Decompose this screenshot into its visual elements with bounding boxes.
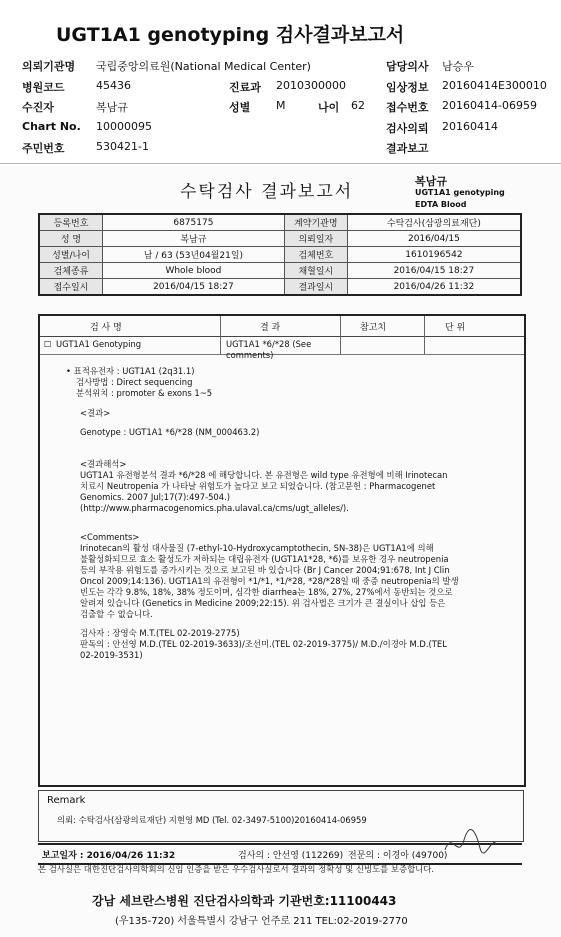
label-clinical-info: 임상정보 — [386, 81, 429, 94]
info-value: 2016/04/15 — [347, 231, 521, 247]
scan-title: 수탁검사 결과보고서 — [180, 182, 354, 202]
detail-line: • 표적유전자 : UGT1A1 (2q31.1) — [66, 366, 195, 376]
result-box — [38, 314, 526, 787]
col-unit: 단 위 — [445, 323, 466, 333]
info-row — [39, 214, 521, 231]
label-patient: 수진자 — [22, 101, 54, 114]
value-hospital-code: 45436 — [96, 79, 131, 92]
detail-line: <Comments> — [80, 532, 140, 542]
value-doctor: 남승우 — [442, 60, 474, 73]
value-department: 2010300000 — [276, 79, 346, 92]
stamp-test: UGT1A1 genotyping — [415, 188, 505, 197]
detail-line: <결과> — [80, 408, 111, 418]
remark-text: 의뢰: 수탁검사(삼광의료재단) 지현영 MD (Tel. 02-3497-5100)20160414-06959 — [57, 815, 367, 825]
detail-line: <결과해석> — [80, 459, 127, 469]
specialist: 전문의 : 이경아 (49700) — [348, 851, 448, 861]
info-row — [39, 263, 521, 279]
info-key: 검체번호 — [284, 247, 347, 263]
detail-line: 검사자 : 장영숙 M.T.(TEL 02-2019-2775) — [80, 628, 240, 638]
detail-line: Oncol 2009;14:136). UGT1A1의 유전형이 *1/*1, *1/*28, *28/*28일 때 중증 neutropenia의 발생 — [80, 576, 459, 586]
result-test-name: UGT1A1 Genotyping — [56, 339, 142, 349]
label-test-request: 검사의뢰 — [386, 122, 429, 135]
detail-line: 알려져 있습니다 (Genetics in Medicine 2009;22:15). 위 검사법은 크기가 큰 결실이나 삽입 등은 — [80, 598, 446, 608]
value-patient: 복남규 — [96, 101, 128, 114]
report-title: UGT1A1 genotyping 검사결과보고서 — [56, 24, 405, 46]
signature-icon — [440, 826, 500, 862]
label-receipt-number: 접수번호 — [386, 101, 429, 114]
detail-line: 검출할 수 없습니다. — [80, 609, 153, 619]
detail-line: 02-2019-3531) — [80, 650, 143, 660]
label-result-report: 결과보고 — [386, 142, 429, 155]
detail-line: (http://www.pharmacogenomics.pha.ulaval.ca/cms/ugt_alleles/). — [80, 503, 349, 513]
stamp-specimen: EDTA Blood — [415, 200, 467, 209]
detail-line: 치료시 Neutropenia 가 나타날 위험도가 높다고 보고 되었습니다. (참고문헌 : Pharmacogenet — [80, 481, 436, 491]
value-clinical-info: 20160414E300010 — [442, 79, 547, 92]
info-value: 2016/04/26 11:32 — [347, 279, 521, 296]
label-age: 나이 — [318, 101, 340, 114]
info-key: 접수일시 — [39, 279, 103, 296]
col-divider — [220, 316, 221, 354]
result-header — [40, 316, 524, 337]
detail-line: Genotype : UGT1A1 *6/*28 (NM_000463.2) — [80, 427, 260, 437]
info-value: 남 / 63 (53년04월21일) — [103, 247, 285, 263]
detail-line: 검사방법 : Direct sequencing — [76, 377, 193, 387]
label-doctor: 담당의사 — [386, 60, 429, 73]
value-age: 62 — [351, 99, 365, 112]
result-checkbox: ☐ — [44, 339, 52, 349]
patient-info-table — [38, 213, 522, 296]
col-result: 결 과 — [260, 323, 281, 333]
label-department: 진료과 — [229, 81, 261, 94]
info-key: 계약기관명 — [284, 214, 347, 231]
detail-line: 등의 부작용 위험도를 증가시키는 것으로 보고된 바 있습니다 (Br J Cancer 2004;91:678, Int J Clin — [80, 565, 450, 575]
detail-line: Genomics. 2007 Jul;17(7):497-504.) — [80, 492, 231, 502]
info-value: 2016/04/15 18:27 — [103, 279, 285, 296]
label-resident-number: 주민번호 — [22, 142, 65, 155]
lab-name: 강남 세브란스병원 진단검사의학과 기관번호:11100443 — [92, 894, 397, 908]
col-divider — [424, 316, 425, 354]
info-value: 복남규 — [103, 231, 285, 247]
label-hospital-code: 병원코드 — [22, 81, 65, 94]
info-row — [39, 231, 521, 247]
info-row — [39, 247, 521, 263]
header-divider — [0, 163, 561, 164]
col-reference: 참고치 — [360, 323, 387, 333]
label-chart-no: Chart No. — [22, 120, 81, 133]
value-sex: M — [276, 99, 286, 112]
info-key: 성별/나이 — [39, 247, 103, 263]
label-sex: 성별 — [229, 101, 251, 114]
remark-label: Remark — [47, 795, 86, 806]
info-value: 1610196542 — [347, 247, 521, 263]
info-key: 의뢰일자 — [284, 231, 347, 247]
value-requesting-institution: 국립중앙의료원(National Medical Center) — [96, 60, 311, 73]
info-key: 검체종류 — [39, 263, 103, 279]
value-receipt-number: 20160414-06959 — [442, 99, 537, 112]
detail-line: 빈도는 각각 9.8%, 18%, 38% 정도이며, 심각한 diarrhea는 18%, 27%, 27%에서 동반되는 것으로 — [80, 587, 453, 597]
info-value: 2016/04/15 18:27 — [347, 263, 521, 279]
value-test-request: 20160414 — [442, 120, 498, 133]
info-value: 수탁검사(삼광의료재단) — [347, 214, 521, 231]
value-resident-number: 530421-1 — [96, 140, 149, 153]
stamp-name: 복남규 — [415, 175, 447, 188]
detail-line: 판독의 : 안선영 M.D.(TEL 02-2019-3633)/조선미.(TEL 02-2019-3775)/ M.D./이경아 M.D.(TEL — [80, 639, 447, 649]
info-value: Whole blood — [103, 263, 285, 279]
detail-line: 분석위치 : promoter & exons 1~5 — [76, 388, 213, 398]
info-key: 결과일시 — [284, 279, 347, 296]
col-divider — [340, 316, 341, 354]
col-test-name: 검 사 명 — [90, 323, 122, 333]
detail-line: UGT1A1 유전형분석 결과 *6/*28 에 해당합니다. 본 유전형은 wild type 유전형에 비해 Irinotecan — [80, 470, 448, 480]
label-requesting-institution: 의뢰기관명 — [22, 60, 76, 73]
examining-doctor: 검사의 : 안선영 (112269) — [238, 851, 344, 861]
result-value: UGT1A1 *6/*28 (See comments) — [226, 339, 312, 360]
info-value: 6875175 — [103, 214, 285, 231]
detail-line: Irinotecan의 활성 대사물질 (7-ethyl-10-Hydroxycamptothecin, SN-38)은 UGT1A1에 의해 — [80, 543, 434, 553]
lab-address: (우135-720) 서울특별시 강남구 언주로 211 TEL:02-2019-2770 — [115, 916, 408, 927]
report-date: 보고일자 : 2016/04/26 11:32 — [42, 851, 176, 861]
value-chart-no: 10000095 — [96, 120, 152, 133]
accreditation-note: 본 검사실은 대한진단검사의학회의 신임 인증을 받은 우수검사실로서 결과의 정확성 및 신빙도를 보증합니다. — [38, 864, 435, 874]
info-key: 성 명 — [39, 231, 103, 247]
info-row — [39, 279, 521, 296]
info-key: 채혈일시 — [284, 263, 347, 279]
detail-line: 불활성화되므로 효소 활성도가 저하되는 대립유전자 (UGT1A1*28, *6)를 보유한 경우 neutropenia — [80, 554, 449, 564]
info-key: 등록번호 — [39, 214, 103, 231]
